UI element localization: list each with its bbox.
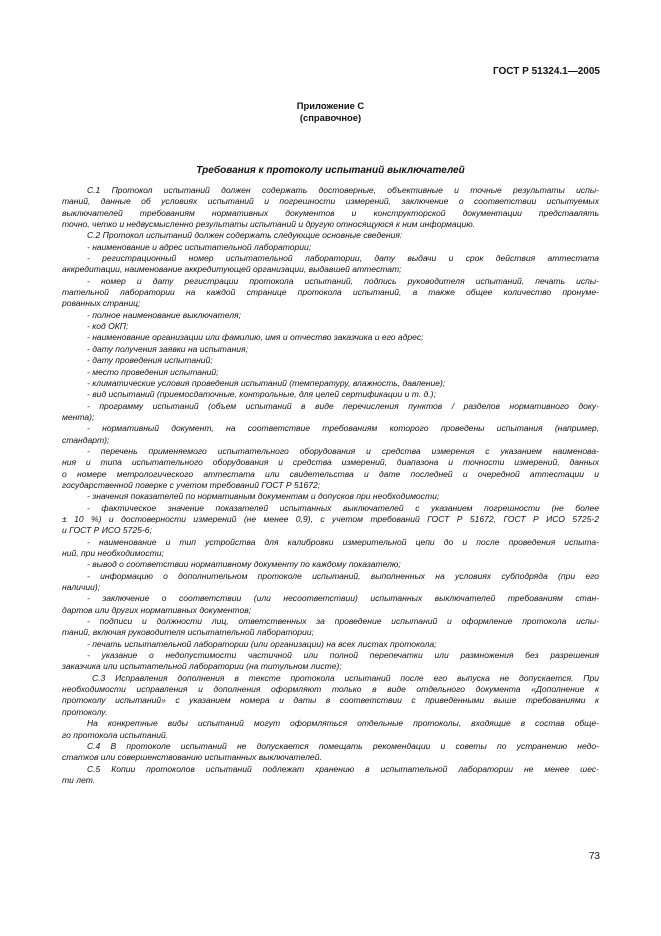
- body-text-line: ний, при необходимости;: [62, 548, 164, 558]
- body-text-line: - код ОКП;: [87, 321, 129, 332]
- body-text-line: тательной лаборатории на каждой странице протокола испытаний, а также общее количество пронуме-: [62, 287, 599, 298]
- document-standard-code: ГОСТ Р 51324.1—2005: [492, 66, 600, 77]
- body-text-line: - печать испытательной лаборатории (или организации) на всех листах протокола;: [87, 638, 437, 649]
- body-text-line: таний, включая руководителя испытательной лаборатории;: [62, 627, 314, 638]
- body-text-line: - вид испытаний (приемосдаточные, контрольные, для целей сертификации и т. д.);: [87, 389, 436, 400]
- body-text-line: стандарт);: [62, 434, 110, 445]
- body-text-line: ± 10 %) и достоверности измерений (не менее 0,9), с учетом требований ГОСТ Р 51672, ГОСТ Р ИСО 5725-2: [62, 513, 599, 524]
- appendix-title: Приложение С: [296, 100, 365, 111]
- body-text-line: дартов или других нормативных документов;: [62, 604, 252, 615]
- body-text-line: протоколу.: [62, 706, 108, 717]
- body-text-line: - место проведения испытаний;: [87, 366, 219, 377]
- body-text-line: - дату получения заявки на испытания;: [87, 343, 248, 354]
- body-text-line: - указание о недопустимости частичной или полной перепечатки или размножения без разрешения: [87, 650, 599, 661]
- appendix-type: (справочное): [299, 112, 362, 123]
- body-text-line: наличии);: [62, 582, 101, 593]
- body-text-line: - полное наименование выключателя;: [87, 309, 241, 320]
- body-text-line: выключателей требованиям нормативных документов и конструкторской документации представлять: [62, 207, 599, 218]
- body-text-line: рованных страниц;: [62, 298, 141, 309]
- body-text-line: мента);: [62, 411, 95, 422]
- body-text-line: аккредитации, наименование аккредитующей организации, выдавшей аттестат;: [62, 264, 402, 275]
- body-text-line: и ГОСТ Р ИСО 5725-6;: [62, 525, 152, 536]
- body-text-line: - значения показателей по нормативным документам и допусков при необходимости;: [87, 491, 440, 502]
- body-text-line: - дату проведения испытаний;: [87, 355, 213, 366]
- body-text-line: - наименование организации или фамилию, имя и отчество заказчика и его адрес;: [87, 332, 424, 343]
- page-number: 73: [588, 851, 600, 862]
- body-text-line: На конкретные виды испытаний могут оформляться отдельные протоколы, входящие в состав обще-: [87, 718, 599, 729]
- body-text-line: - наименование и тип устройства для калибровки измерительной цепи до и после проведения испыта-: [87, 536, 599, 547]
- body-text-line: статков или совершенствованию испытанных выключателей.: [62, 752, 322, 763]
- body-text-line: - заключение о соответствии (или несоответствии) испытанных выключателей требованиям стан-: [87, 593, 599, 604]
- body-text-line: - информацию о дополнительном протоколе испытаний, выполненных на условиях субподряда (при его: [87, 570, 599, 581]
- body-text-line: - регистрационный номер испытательной лаборатории, дату выдачи и срок действия аттестата: [87, 253, 599, 264]
- body-text-line: ния и типа испытательного оборудования и средства измерений, диапазона и точности измерений, данных: [62, 457, 599, 468]
- body-text-line: - вывод о соответствии нормативному документу по каждому показателю;: [87, 559, 401, 570]
- body-text-line: го протокола испытаний.: [62, 729, 169, 740]
- body-text-line: протоколу испытаний» с указанием номера и даты в соответствии с приведенными выше требованиями к: [62, 695, 599, 706]
- body-text-line: С.1 Протокол испытаний должен содержать достоверные, объективные и точные результаты испы-: [87, 185, 599, 195]
- body-text-line: - перечень применяемого испытательного оборудования и средства измерения с указанием наименова-: [87, 445, 599, 456]
- body-text-line: С.4 В протоколе испытаний не допускается помещать рекомендации и советы по устранению недо-: [87, 740, 599, 751]
- body-text-line: - номер и дату регистрации протокола испытаний, подпись руководителя испытаний, печать испы-: [87, 275, 599, 286]
- body-text-line: ти лет.: [62, 774, 96, 785]
- body-text-line: необходимости исправления и дополнения оформляют только в виде отдельного документа «Дополнение к: [62, 684, 599, 695]
- body-text-line: - климатические условия проведения испытаний (температуру, влажность, давление);: [87, 377, 446, 388]
- body-text-line: - наименование и адрес испытательной лаборатории;: [87, 241, 312, 252]
- body-text-line: - подписи и должности лиц, ответственных за проведение испытаний и оформление протокола испы-: [87, 616, 599, 627]
- document-body: [62, 185, 599, 786]
- body-text-line: С.5 Копии протоколов испытаний подлежат хранению в испытательной лаборатории не менее шес-: [87, 763, 599, 774]
- body-text-line: С.2 Протокол испытаний должен содержать следующие основные сведения:: [87, 230, 403, 241]
- body-text-line: - нормативный документ, на соответствие требованиям которого проведены испытания (например,: [87, 423, 599, 434]
- body-text-line: заказчика или испытательной лаборатории (на титульном листе);: [62, 661, 342, 672]
- body-text-line: - программу испытаний (объем испытаний в виде перечисления пунктов / разделов нормативного доку-: [87, 400, 599, 411]
- section-title: Требования к протоколу испытаний выключателей: [196, 165, 465, 176]
- body-text-line: С.3 Исправления дополнения в тексте протокола испытаний после его выпуска не допускается. При: [92, 672, 599, 683]
- body-text-line: государственной поверке с учетом требований ГОСТ Р 51672;: [62, 479, 321, 490]
- body-text-line: о номере метрологического аттестата или свидетельства и дате последней и очередной аттестации и: [62, 468, 599, 479]
- body-text-line: точно, четко и недвусмысленно результаты испытаний и другую относящуюся к ним информацию.: [62, 219, 476, 230]
- body-text-line: таний, данные об условиях испытаний и погрешности измерений, заключение о соответствии испытуемых: [62, 196, 599, 207]
- body-text-line: - фактическое значение показателей испытанных выключателей с указанием погрешности (не более: [87, 502, 599, 513]
